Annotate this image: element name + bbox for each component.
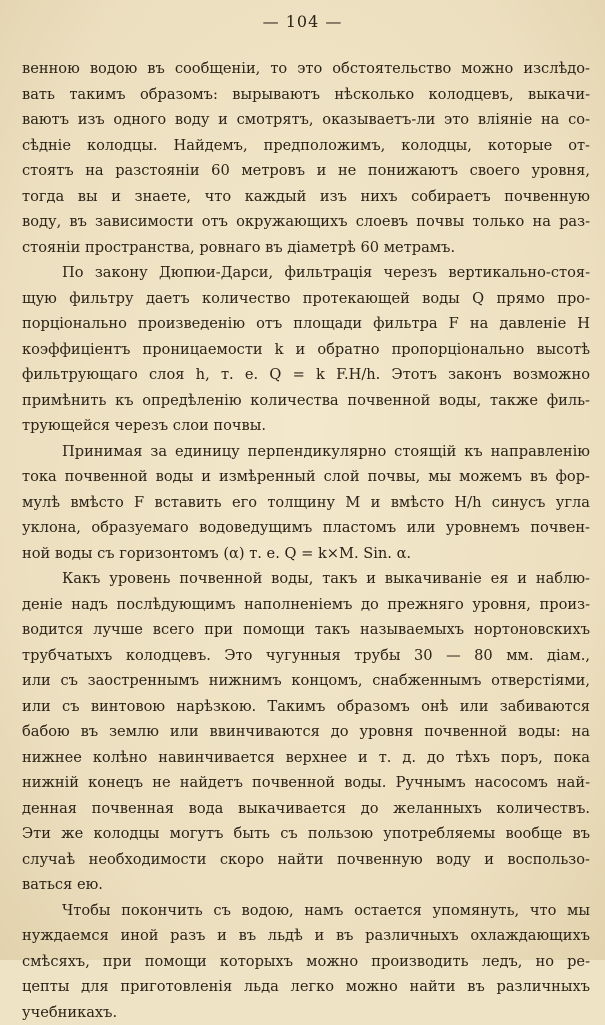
text-line: ваютъ изъ одного воду и смотрятъ, оказываетъ-ли это вліяніе на со- xyxy=(22,107,590,133)
text-line: стоятъ на разстояніи 60 метровъ и не понижаютъ своего уровня, xyxy=(22,158,590,184)
text-line: тогда вы и знаете, что каждый изъ нихъ собираетъ почвенную xyxy=(22,184,590,210)
text-line: Принимая за единицу перпендикулярно стоящій къ направленію xyxy=(22,439,590,465)
text-line: нуждаемся иной разъ и въ льдѣ и въ различныхъ охлаждающихъ xyxy=(22,923,590,949)
text-line: фильтрующаго слоя h, т. е. Q = k F.H/h. Этотъ законъ возможно xyxy=(22,362,590,388)
text-line: мулѣ вмѣсто F вставить его толщину M и вмѣсто H/h синусъ угла xyxy=(22,490,590,516)
text-line: трующейся черезъ слои почвы. xyxy=(22,413,590,439)
text-line: Какъ уровень почвенной воды, такъ и выкачиваніе ея и наблю- xyxy=(22,566,590,592)
text-line: воду, въ зависимости отъ окружающихъ слоевъ почвы только на раз- xyxy=(22,209,590,235)
text-line: Эти же колодцы могутъ быть съ пользою употребляемы вообще въ xyxy=(22,821,590,847)
text-line: ваться ею. xyxy=(22,872,590,898)
text-line: сѣдніе колодцы. Найдемъ, предположимъ, колодцы, которые от- xyxy=(22,133,590,159)
text-line: учебникахъ. xyxy=(22,1000,590,1025)
text-line: смѣсяхъ, при помощи которыхъ можно производить ледъ, но ре- xyxy=(22,949,590,975)
text-line: цепты для приготовленія льда легко можно найти въ различныхъ xyxy=(22,974,590,1000)
page-number: — 104 — xyxy=(0,12,605,31)
text-line: коэффиціентъ проницаемости k и обратно пропорціонально высотѣ xyxy=(22,337,590,363)
text-line: порціонально произведенію отъ площади фильтра F на давленіе H xyxy=(22,311,590,337)
text-line: ной воды съ горизонтомъ (α) т. е. Q = k×M. Sin. α. xyxy=(22,541,590,567)
text-line: денная почвенная вода выкачивается до желанныхъ количествъ. xyxy=(22,796,590,822)
text-line: венною водою въ сообщеніи, то это обстоятельство можно изслѣдо- xyxy=(22,56,590,82)
text-line: вать такимъ образомъ: вырываютъ нѣсколько колодцевъ, выкачи- xyxy=(22,82,590,108)
text-line: тока почвенной воды и измѣренный слой почвы, мы можемъ въ фор- xyxy=(22,464,590,490)
text-line: или съ винтовою нарѣзкою. Такимъ образомъ онѣ или забиваются xyxy=(22,694,590,720)
text-line: трубчатыхъ колодцевъ. Это чугунныя трубы 30 — 80 мм. діам., xyxy=(22,643,590,669)
text-line: нижній конецъ не найдетъ почвенной воды. Ручнымъ насосомъ най- xyxy=(22,770,590,796)
text-line: или съ заостреннымъ нижнимъ концомъ, снабженнымъ отверстіями, xyxy=(22,668,590,694)
text-line: бабою въ землю или ввинчиваются до уровня почвенной воды: на xyxy=(22,719,590,745)
text-line: По закону Дюпюи-Дарси, фильтрація черезъ вертикально-стоя- xyxy=(22,260,590,286)
text-line: уклона, образуемаго водоведущимъ пластомъ или уровнемъ почвен- xyxy=(22,515,590,541)
text-line: нижнее колѣно навинчивается верхнее и т. д. до тѣхъ поръ, пока xyxy=(22,745,590,771)
text-line: деніе надъ послѣдующимъ наполненіемъ до прежняго уровня, произ- xyxy=(22,592,590,618)
text-line: примѣнить къ опредѣленію количества почвенной воды, также филь- xyxy=(22,388,590,414)
text-line: Чтобы покончить съ водою, намъ остается упомянуть, что мы xyxy=(22,898,590,924)
text-line: водится лучше всего при помощи такъ называемыхъ нортоновскихъ xyxy=(22,617,590,643)
text-line: щую фильтру даетъ количество протекающей воды Q прямо про- xyxy=(22,286,590,312)
text-line: случаѣ необходимости скоро найти почвенную воду и воспользо- xyxy=(22,847,590,873)
text-line: стояніи пространства, ровнаго въ діаметрѣ 60 метрамъ. xyxy=(22,235,590,261)
text-body xyxy=(22,56,590,1025)
